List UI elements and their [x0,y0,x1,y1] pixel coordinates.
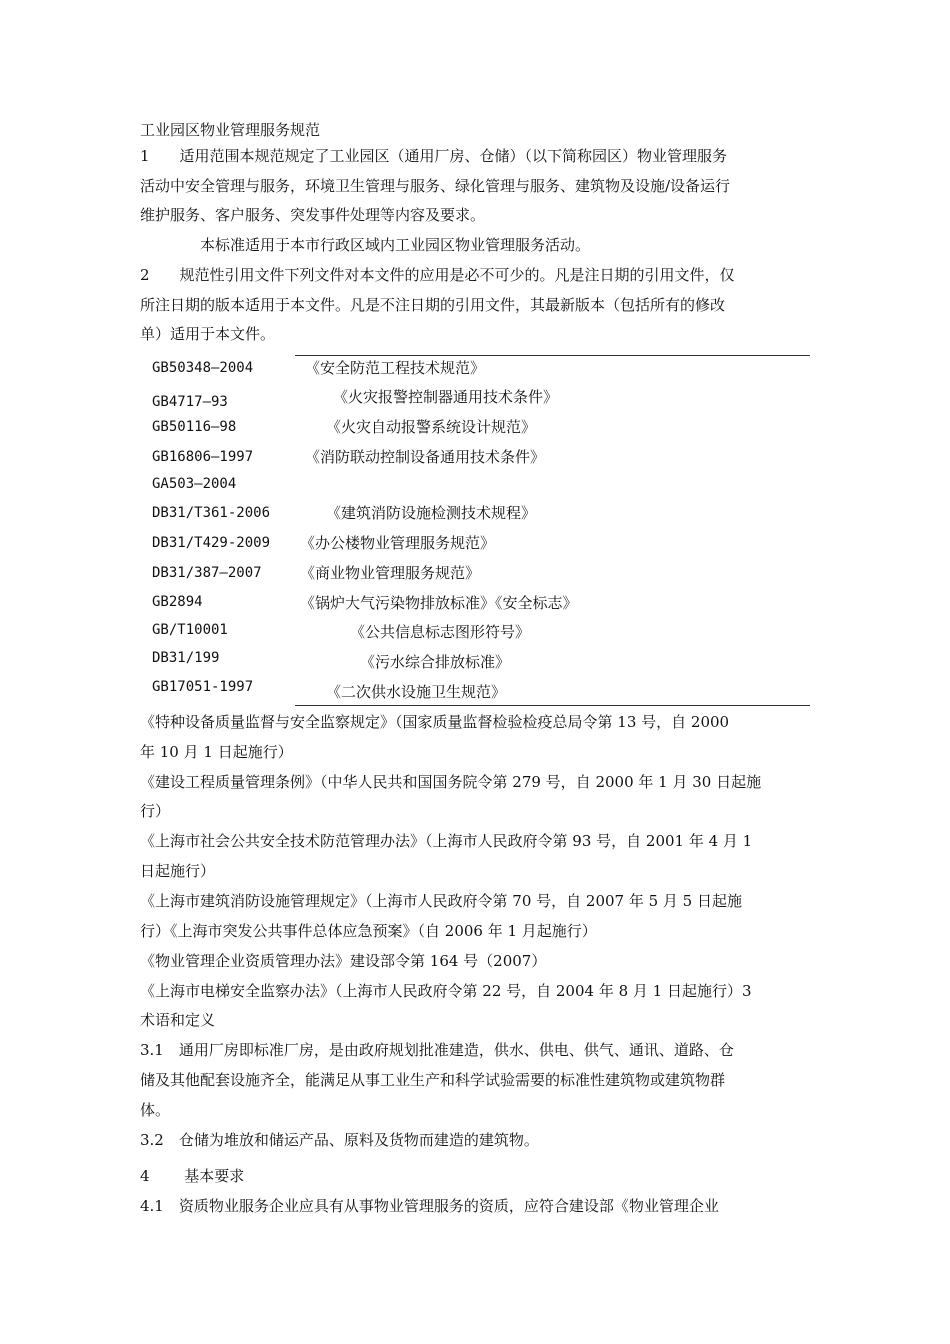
paragraph-line: 1 适用范围本规范规定了工业园区（通用厂房、仓储）（以下简称园区）物业管理服务 [140,147,728,165]
standard-code: DB31/199 [152,650,220,666]
standard-code: GB16806—1997 [152,449,254,465]
paragraph-line: 日起施行） [140,862,216,880]
paragraph-line: 储及其他配套设施齐全，能满足从事工业生产和科学试验需要的标准性建筑物或建筑物群 [140,1071,726,1089]
paragraph-line: 《建设工程质量管理条例》（中华人民共和国国务院令第 279 号，自 2000 年 1 月 30 日起施 [140,773,762,791]
standard-title: 《污水综合排放标准》 [360,653,511,671]
standard-title: 《火灾报警控制器通用技术条件》 [333,388,559,406]
paragraph-line: 3.1 通用厂房即标准厂房，是由政府规划批准建造，供水、供电、供气、通讯、道路、仓 [140,1041,734,1059]
standard-code: GB17051-1997 [152,679,254,695]
paragraph-line: 《上海市电梯安全监察办法》（上海市人民政府令第 22 号，自 2004 年 8 月 1 日起施行）3 [140,982,752,1000]
standards-bottom-rule [295,705,810,706]
standard-title: 《锅炉大气污染物排放标准》《安全标志》 [300,594,578,612]
paragraph-line: 4.1 资质物业服务企业应具有从事物业管理服务的资质，应符合建设部《物业管理企业 [140,1197,719,1215]
standard-title: 《二次供水设施卫生规范》 [326,683,507,701]
section-heading: 4 基本要求 [140,1167,245,1185]
paragraph-line: 行） [140,802,171,820]
paragraph-line: 《物业管理企业资质管理办法》建设部令第 164 号（2007） [140,952,547,970]
standard-title: 《火灾自动报警系统设计规范》 [326,418,537,436]
standard-title: 《安全防范工程技术规范》 [305,359,486,377]
standard-title: 《消防联动控制设备通用技术条件》 [305,448,546,466]
paragraph-line: 《上海市社会公共安全技术防范管理办法》（上海市人民政府令第 93 号，自 2001 年 4 月 1 [140,832,753,850]
standard-title: 《公共信息标志图形符号》 [350,623,531,641]
standard-code: GB4717—93 [152,394,228,410]
section-heading: 术语和定义 [140,1011,216,1029]
paragraph-line: 本标准适用于本市行政区域内工业园区物业管理服务活动。 [140,236,591,254]
paragraph-line: 年 10 月 1 日起施行） [140,743,293,761]
paragraph-line: 《特种设备质量监督与安全监察规定》（国家质量监督检验检疫总局令第 13 号，自 2000 [140,713,730,731]
standard-code: GA503—2004 [152,476,237,492]
paragraph-line: 2 规范性引用文件下列文件对本文件的应用是必不可少的。凡是注日期的引用文件，仅 [140,266,735,284]
paragraph-line: 所注日期的版本适用于本文件。凡是不注日期的引用文件，其最新版本（包括所有的修改 [140,296,726,314]
standard-title: 《办公楼物业管理服务规范》 [300,534,496,552]
paragraph-line: 《上海市建筑消防设施管理规定》（上海市人民政府令第 70 号，自 2007 年 5 月 5 日起施 [140,892,742,910]
paragraph-line: 活动中安全管理与服务，环境卫生管理与服务、绿化管理与服务、建筑物及设施/设备运行 [140,177,731,195]
standard-code: GB2894 [152,594,203,610]
standard-title: 《建筑消防设施检测技术规程》 [326,504,537,522]
standard-title: 《商业物业管理服务规范》 [300,564,481,582]
paragraph-line: 单）适用于本文件。 [140,325,276,343]
standard-code: GB/T10001 [152,622,228,638]
paragraph-line: 行）《上海市突发公共事件总体应急预案》（自 2006 年 1 月起施行） [140,922,597,940]
paragraph-line: 3.2 仓储为堆放和储运产品、原料及货物而建造的建筑物。 [140,1131,539,1149]
standard-code: DB31/T429-2009 [152,535,271,551]
paragraph-line: 体。 [140,1101,171,1119]
standard-code: GB50116—98 [152,419,237,435]
document-title: 工业园区物业管理服务规范 [140,121,321,139]
standard-code: DB31/387—2007 [152,565,262,581]
paragraph-line: 维护服务、客户服务、突发事件处理等内容及要求。 [140,206,486,224]
standards-top-rule [295,355,810,356]
standard-code: GB50348—2004 [152,360,254,376]
standard-code: DB31/T361-2006 [152,505,271,521]
